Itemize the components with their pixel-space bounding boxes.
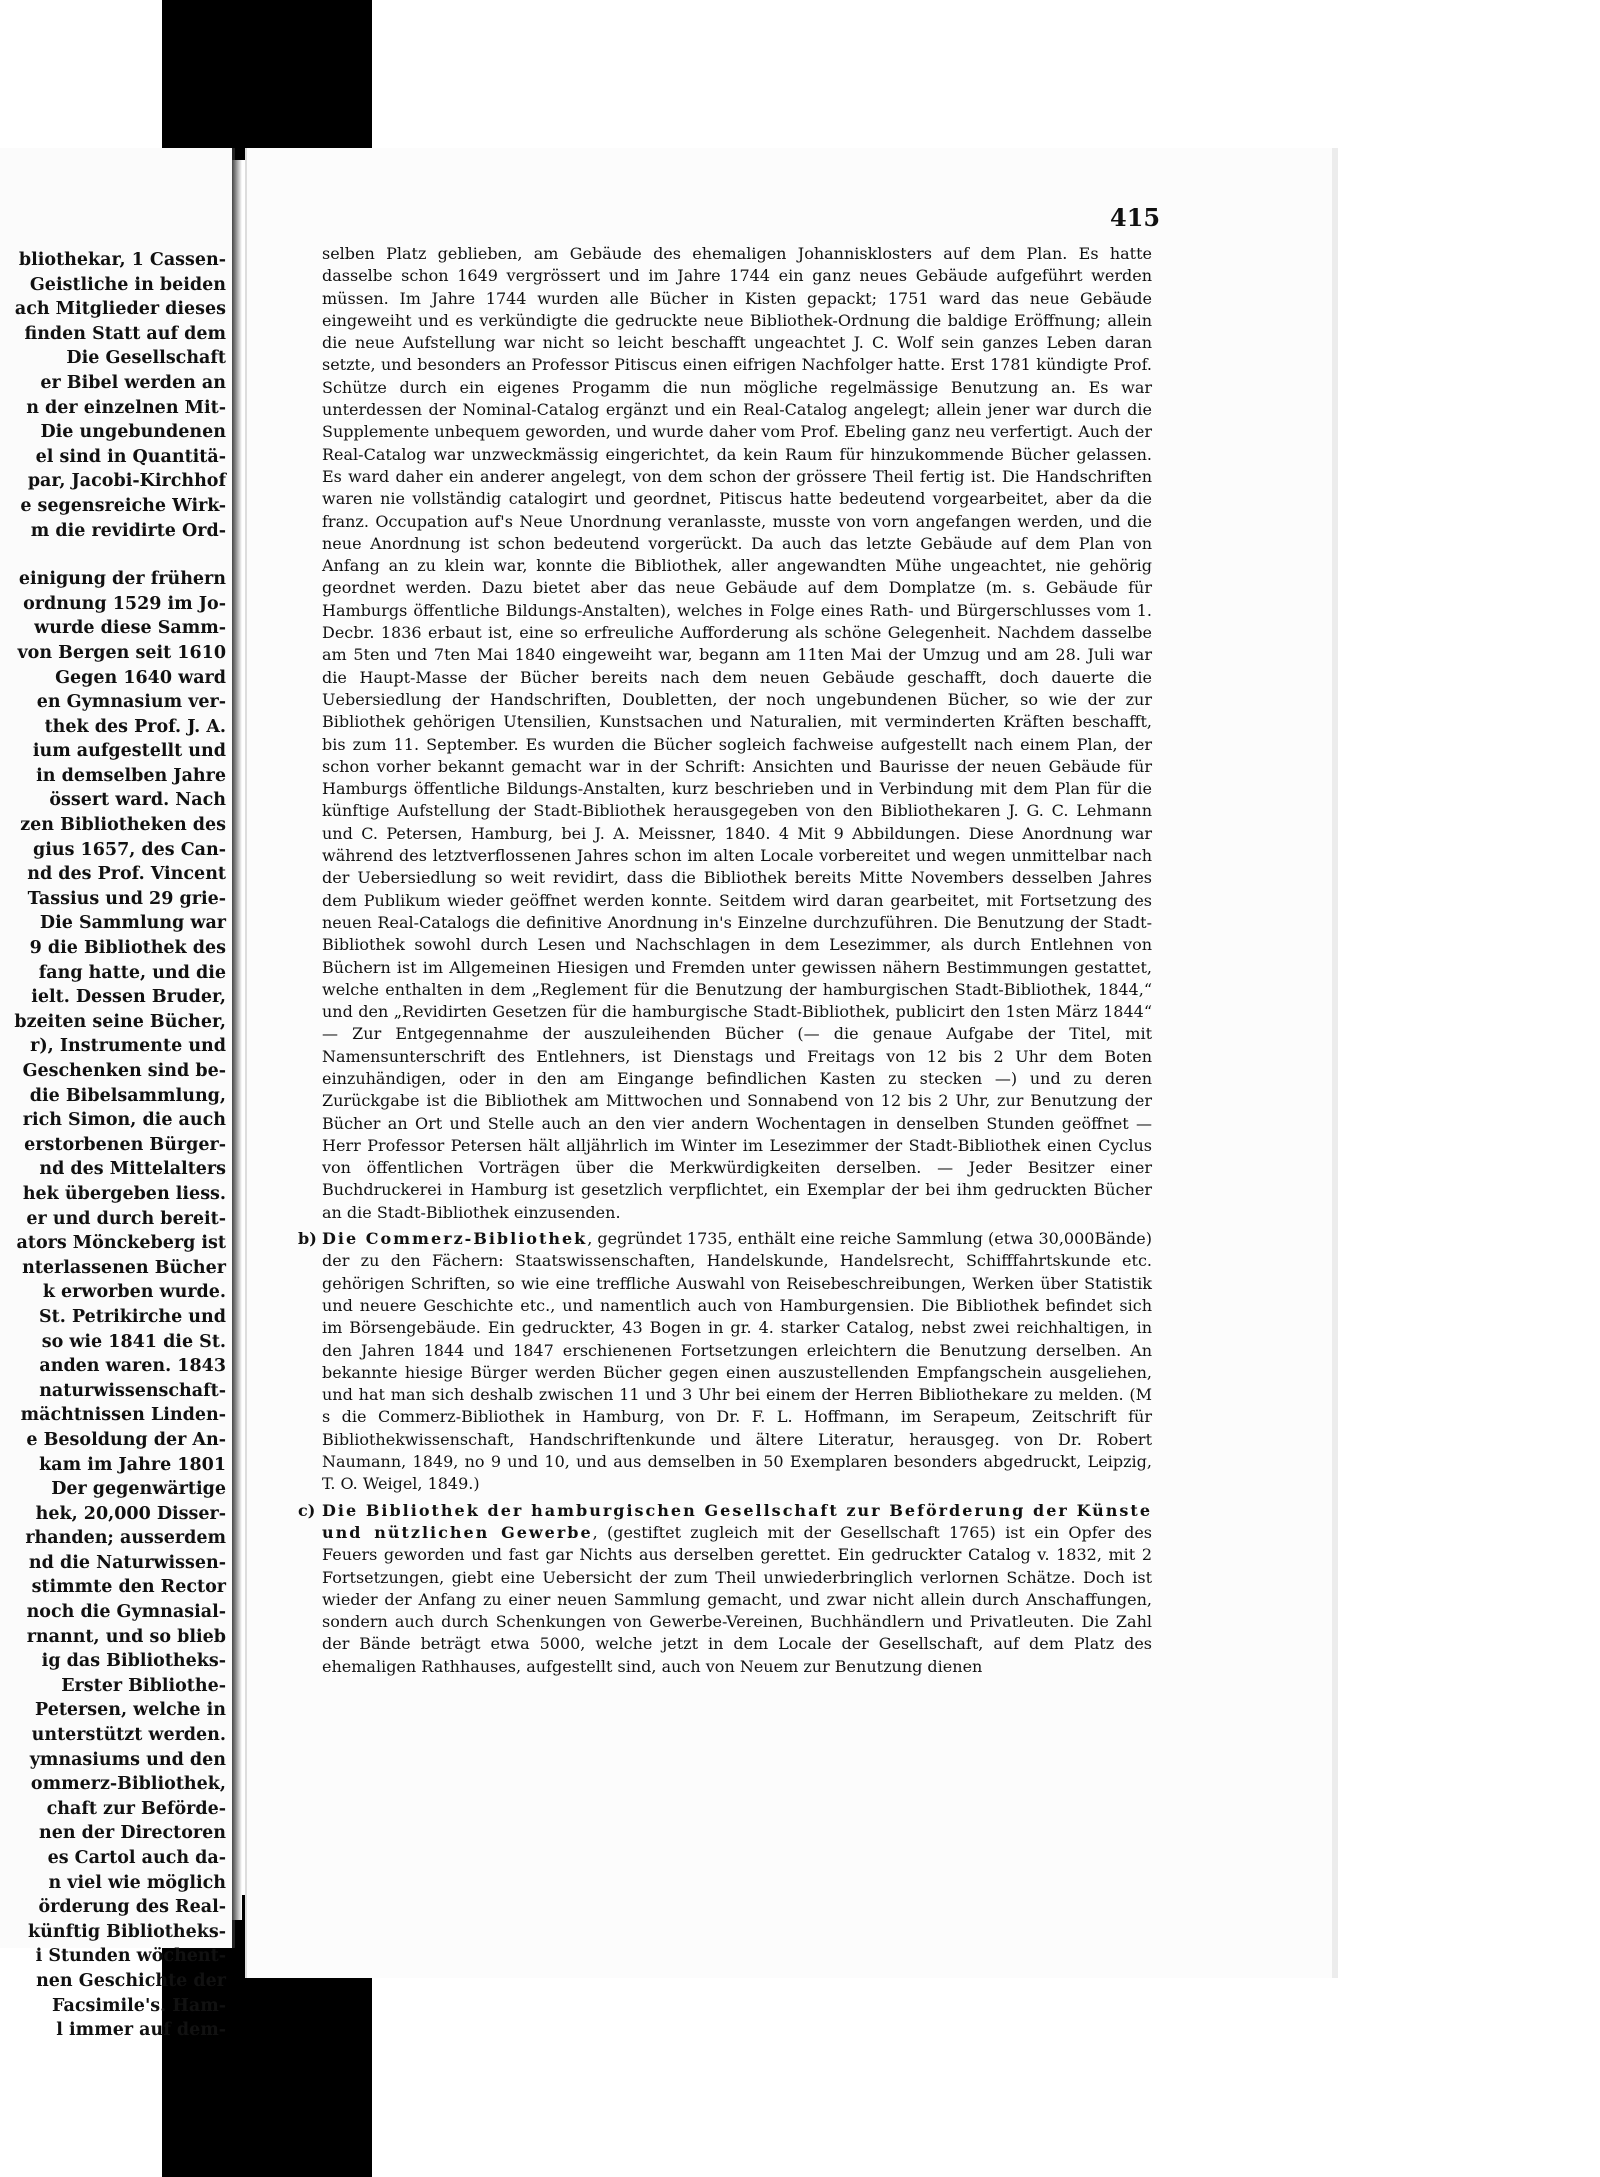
entry-title: Die Commerz-Bibliothek (322, 1229, 588, 1249)
left-column-line: fang hatte, und die (38, 962, 226, 983)
left-column-line: in demselben Jahre (36, 765, 226, 786)
left-column-line: Tassius und 29 grie- (27, 888, 226, 909)
left-column-gap (0, 543, 226, 567)
left-column-line: par, Jacobi-Kirchhof (27, 471, 226, 492)
left-column-line: zen Bibliotheken des (20, 815, 226, 836)
left-column-line: die Bibelsammlung, (29, 1085, 226, 1106)
left-column-line: Die ungebundenen (40, 422, 226, 443)
left-column-line: Der gegenwärtige (51, 1479, 226, 1500)
left-column-line: ielt. Dessen Bruder, (31, 987, 226, 1008)
left-column-line: ymnasiums und den (29, 1749, 226, 1770)
left-column-line: n der einzelnen Mit- (26, 397, 226, 418)
entry-marker: b) (298, 1229, 317, 1249)
left-column-line: Geistliche in beiden (29, 274, 226, 295)
left-column-line: e segensreiche Wirk- (20, 495, 226, 516)
entry-gesellschaft-bibliothek (298, 1500, 1153, 1678)
left-column-line: nd des Mittelalters (39, 1159, 226, 1180)
left-column-line: künftig Bibliotheks- (28, 1921, 226, 1942)
left-column-line: ium aufgestellt und (32, 741, 226, 762)
left-column-line: von Bergen seit 1610 (17, 642, 226, 663)
left-column-line: Die Sammlung war (39, 913, 226, 934)
scan-gutter-top (162, 0, 372, 160)
left-column-line: 9 die Bibliothek des (29, 938, 226, 959)
left-column-line: ach Mitglieder dieses (14, 299, 226, 320)
left-column-line: i Stunden wöchent- (35, 1946, 226, 1967)
left-column-line: wurde diese Samm- (34, 618, 226, 639)
left-column-line: k erworben wurde. (42, 1282, 226, 1303)
left-column-line: e Besoldung der An- (26, 1429, 226, 1450)
left-column-line: naturwissenschaft- (39, 1380, 226, 1401)
left-column-line: nen Geschichte der (36, 1970, 226, 1991)
left-column-line: Erster Bibliothe- (61, 1675, 226, 1696)
left-column-line: Geschenken sind be- (22, 1061, 226, 1081)
left-column-line: stimmte den Rector (31, 1577, 226, 1598)
left-column-line: noch die Gymnasial- (26, 1602, 226, 1623)
left-page (0, 148, 235, 2041)
left-column-line: nterlassenen Bücher (22, 1257, 226, 1278)
left-column-line: m die revidirte Ord- (30, 520, 226, 541)
left-column-line: ators Mönckeberg ist (16, 1233, 226, 1254)
left-column-line: thek des Prof. J. A. (44, 716, 226, 737)
left-column-line: es Cartol auch da- (47, 1848, 226, 1868)
left-column-line: l immer auf dem- (56, 2020, 226, 2041)
left-column-line: ig das Bibliotheks- (41, 1651, 226, 1672)
left-column-line: bliothekar, 1 Cassen- (18, 250, 226, 270)
left-column-line: nen der Directoren (38, 1823, 226, 1844)
left-column-line: Die Gesellschaft (66, 348, 226, 369)
left-column-line: bzeiten seine Bücher, (14, 1011, 226, 1032)
left-column-line: össert ward. Nach (49, 790, 226, 811)
book-spine (232, 160, 242, 1920)
left-column-line: Petersen, welche in (35, 1700, 226, 1721)
left-column-line: kam im Jahre 1801 (39, 1454, 226, 1475)
entry-title: Die Bibliothek der hamburgischen Gesellschaft zur Beförderung der Künste und nützlichen Gewerbe (322, 1500, 1152, 1542)
left-column-line: hek übergeben liess. (22, 1183, 226, 1204)
left-column-line: ommerz-Bibliothek, (30, 1774, 226, 1795)
left-column-line: unterstützt werden. (31, 1725, 226, 1746)
entry-text: , (gestiftet zugleich mit der Gesellschaft 1765) ist ein Opfer des Feuers geworden und fast gar Nichts aus derselben gerettet. Ein gedruckter Catalog v. 1832, mit 2 Fortsetzungen, giebt eine Uebersicht der zum Theil unwiederbringlich verlornen Schätze. Doch ist wieder der Anfang zu einer neuen Sammlung gemacht, und zwar nicht allein durch Anschaffungen, sondern auch durch Schenkungen von Gewerbe-Vereinen, Buchhändlern und Privatleuten. Die Zahl der Bände beträgt etwa 5000, welche jetzt in dem Locale der Gesellschaft, auf dem Platz des ehemaligen Rathhauses, aufgestellt sind, auch von Neuem zur Benutzung dienen (322, 1522, 1153, 1676)
left-column-line: en Gymnasium ver- (36, 692, 226, 713)
left-column-line: mächtnissen Linden- (20, 1405, 226, 1426)
page-number: 415 (1110, 203, 1161, 232)
left-column-line: erstorbenen Bürger- (24, 1134, 226, 1155)
left-column-line: St. Petrikirche und (39, 1306, 226, 1327)
left-column-line: gius 1657, des Can- (32, 839, 226, 860)
left-column-line: n viel wie möglich (48, 1872, 226, 1893)
left-column-line: er und durch bereit- (26, 1208, 226, 1229)
left-column-line: Facsimile's. Ham- (52, 1995, 226, 2016)
left-column-line: anden waren. 1843 (39, 1356, 226, 1377)
left-column-line: rich Simon, die auch (22, 1110, 226, 1131)
left-column-line: hek, 20,000 Disser- (35, 1503, 226, 1524)
left-column-line: finden Statt auf dem (24, 323, 226, 344)
main-text (298, 243, 1153, 1678)
left-column-line: nd die Naturwissen- (28, 1552, 226, 1573)
left-column-line: ordnung 1529 im Jo- (23, 593, 226, 614)
left-column-line: rhanden; ausserdem (25, 1528, 226, 1549)
left-column-line: rnannt, und so blieb (26, 1626, 226, 1647)
left-column-text (0, 248, 226, 2043)
main-paragraph: selben Platz geblieben, am Gebäude des ehemaligen Johannisklosters auf dem Plan. Es hatte dasselbe schon 1649 vergrössert und im Jahre 1744 ein ganz neues Gebäude aufgeführt werden müssen. Im Jahre 1744 wurden alle Bücher in Kisten gepackt; 1751 ward das neue Gebäude eingeweiht und es verkündigte die gedruckte neue Bibliothek-Ordnung die baldige Eröffnung; allein die neue Aufstellung war nicht so leicht beschafft ungeachtet J. C. Wolf sein ganzes Leben daran setzte, und besonders an Professor Pitiscus einen eifrigen Nachfolger hatte. Erst 1781 kündigte Prof. Schütze durch ein eigenes Progamm die nun mögliche regelmässige Benutzung an. Es war unterdessen der Nominal-Catalog ergänzt und ein Real-Catalog angelegt; allein jener war durch die Supplemente unbequem geworden, und wurde daher vom Prof. Ebeling ganz neu verfertigt. Auch der Real-Catalog war unzweckmässig eingerichtet, da kein Raum für hinzukommende Bücher gelassen. Es ward daher ein anderer angelegt, von dem schon der grössere Theil fertig ist. Die Handschriften waren nie vollständig catalogirt und geordnet, Pitiscus hatte bedeutend vorgearbeitet, aber da die franz. Occupation auf's Neue Unordnung veranlasste, musste von vorn angefangen werden, und die neue Anordnung ist schon bedeutend vorgerückt. Da auch das letzte Gebäude auf dem Plan von Anfang an zu klein war, konnte die Bibliothek, aller angewandten Mühe ungeachtet, nie gehörig geordnet werden. Dazu bietet aber das neue Gebäude auf dem Domplatze (m. s. Gebäude für Hamburgs öffentliche Bildungs-Anstalten), welches in Folge eines Rath- und Bürgerschlusses vom 1. Decbr. 1836 erbaut ist, eine so erfreuliche Aufforderung als schöne Gelegenheit. Nachdem dasselbe am 5ten und 7ten Mai 1840 eingeweiht war, begann am 11ten Mai der Umzug und am 28. Juli war die Haupt-Masse der Bücher bereits nach dem neuen Gebäude geschafft, doch dauerte die Uebersiedlung der Handschriften, Doubletten, der noch ungebundenen Bücher, so wie der zur Bibliothek gehörigen Utensilien, Kunstsachen und Naturalien, mit verminderten Kräften beschafft, bis zum 11. September. Es wurden die Bücher sogleich fachweise aufgestellt nach einem Plan, der schon vorher bekannt gemacht war in der Schrift: Ansichten und Baurisse der neuen Gebäude für Hamburgs öffentliche Bildungs-Anstalten, kurz beschrieben und in Verbindung mit dem Plan für die künftige Aufstellung der Stadt-Bibliothek herausgegeben von den Bibliothekaren J. G. C. Lehmann und C. Petersen, Hamburg, bei J. A. Meissner, 1840. 4 Mit 9 Abbildungen. Diese Anordnung war während des letztverflossenen Jahres schon im alten Locale vorbereitet und wegen unmittelbar nach der Uebersiedlung so weit revidirt, dass die Bibliothek bereits Mitte Novembers desselben Jahres dem Publikum wieder geöffnet werden konnte. Seitdem wird daran gearbeitet, mit Fortsetzung des neuen Real-Catalogs die definitive Anordnung in's Einzelne durchzuführen. Die Benutzung der Stadt-Bibliothek sowohl durch Lesen und Nachschlagen in dem Lesezimmer, als durch Entlehnen von Büchern ist im Allgemeinen Hiesigen und Fremden unter gewissen nähern Bestimmungen gestattet, welche enthalten in dem „Reglement für die Benutzung der hamburgischen Stadt-Bibliothek, 1844,“ und den „Revidirten Gesetzen für die hamburgische Stadt-Bibliothek, publicirt den 1sten März 1844“ — Zur Entgegennahme der auszuleihenden Bücher (— die genaue Aufgabe der Titel, mit Namensunterschrift des Entlehners, ist Dienstags und Freitags von 12 bis 2 Uhr dem Boten einzuhändigen, oder in den am Eingange befindlichen Kasten zu stecken —) und zu deren Zurückgabe ist die Bibliothek am Mittwochen und Sonnabend von 12 bis 2 Uhr, zur Benutzung der Bücher an Ort und Stelle auch an den vier andern Wochentagen in denselben Stunden geöffnet — Herr Professor Petersen hält alljährlich im Winter im Lesezimmer der Stadt-Bibliothek einen Cyclus von öffentlichen Vorträgen über die Merkwürdigkeiten derselben. — Jeder Besitzer einer Buchdruckerei in Hamburg ist gesetzlich verpflichtet, ein Exemplar der bei ihm gedruckten Bücher an die Stadt-Bibliothek einzusenden. (322, 244, 1152, 1222)
entry-text: , gegründet 1735, enthält eine reiche Sammlung (etwa 30,000Bände) der zu den Fächern: Staatswissenschaften, Handelskunde, Handelsrecht, Schifffahrtskunde etc. gehörigen Schriften, so wie eine treffliche Auswahl von Reisebeschreibungen, Werken über Statistik und neuere Geschichte etc., und namentlich auch von Hamburgensien. Die Bibliothek befindet sich im Börsengebäude. Ein gedruckter, 43 Bogen in gr. 4. starker Catalog, nebst zwei reichhaltigen, in den Jahren 1844 und 1847 erschienenen Fortsetzungen erleichtern die Benutzung derselben. An bekannte hiesige Bürger werden Bücher gegen einen auszustellenden Empfangschein ausgeliehen, und hat man sich deshalb zwischen 11 und 3 Uhr bei einem der Herren Bibliothekare zu melden. (M s die Commerz-Bibliothek in Hamburg, von Dr. F. L. Hoffmann, im Serapeum, Zeitschrift für Bibliothekwissenschaft, Handschriftenkunde und ältere Literatur, herausgeg. von Dr. Robert Naumann, 1849, no 9 und 10, und aus demselben in 50 Exemplaren besonders abgedruckt, Leipzig, T. O. Weigel, 1849.) (322, 1229, 1152, 1494)
left-column-line: r), Instrumente und (30, 1036, 226, 1057)
left-column-line: el sind in Quantitä- (35, 446, 226, 467)
left-column-line: nd des Prof. Vincent (27, 864, 226, 885)
left-column-line: örderung des Real- (38, 1897, 226, 1918)
entry-marker: c) (298, 1500, 316, 1520)
left-column-line: er Bibel werden an (40, 372, 226, 393)
entry-commerz-bibliothek (298, 1228, 1152, 1496)
left-column-line: so wie 1841 die St. (41, 1331, 226, 1352)
left-column-line: einigung der frühern (18, 569, 226, 590)
left-column-line: Gegen 1640 ward (55, 667, 226, 688)
left-column-line: chaft zur Beförde- (46, 1798, 226, 1819)
